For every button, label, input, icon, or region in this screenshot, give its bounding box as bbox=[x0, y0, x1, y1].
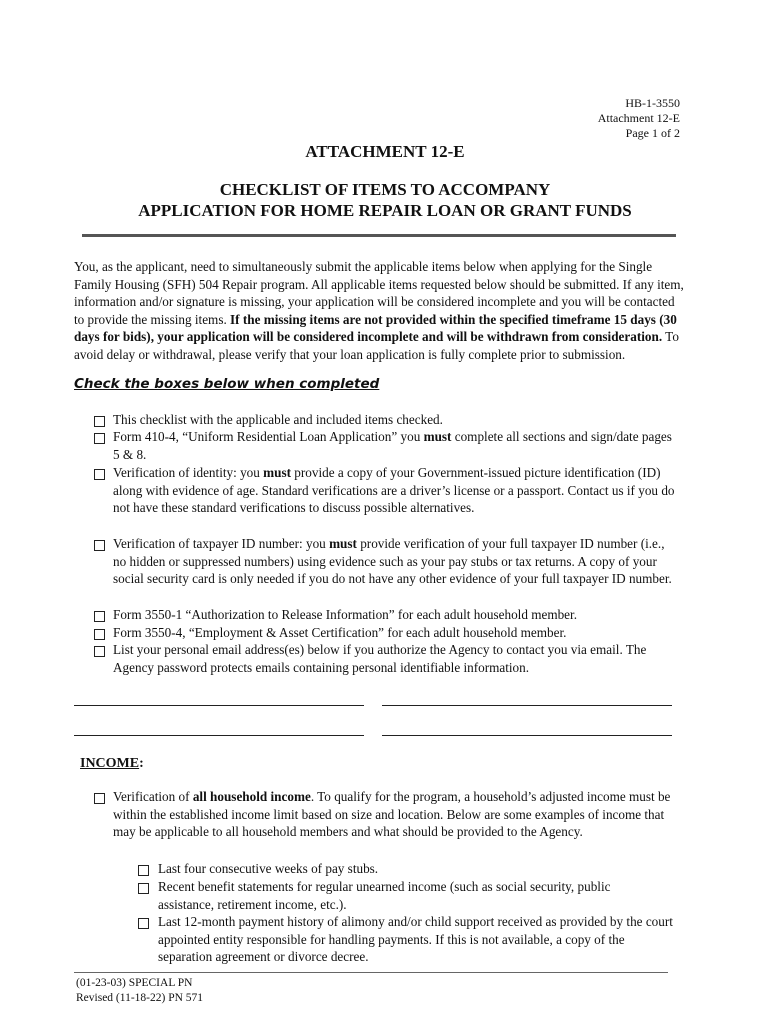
footer-divider bbox=[74, 972, 668, 973]
checkbox-alimony[interactable] bbox=[138, 918, 149, 929]
income-heading bbox=[80, 756, 144, 772]
checkbox-item-4[interactable] bbox=[94, 540, 105, 551]
email-line-2[interactable] bbox=[382, 705, 672, 706]
checkbox-item-5[interactable] bbox=[94, 611, 105, 622]
email-line-4[interactable] bbox=[382, 735, 672, 736]
intro-paragraph bbox=[74, 258, 686, 364]
income-verification-item bbox=[113, 788, 678, 841]
checklist-item-2 bbox=[113, 428, 673, 463]
title-line-1: CHECKLIST OF ITEMS TO ACCOMPANY bbox=[219, 180, 551, 199]
income-sub-item-1: Last four consecutive weeks of pay stubs. bbox=[158, 861, 379, 876]
checkbox-item-2[interactable] bbox=[94, 433, 105, 444]
footer-line-1: (01-23-03) SPECIAL PN bbox=[76, 977, 193, 989]
checkbox-item-3[interactable] bbox=[94, 469, 105, 480]
income-sub-item-2: Recent benefit statements for regular unearned income (such as social security, public assistance, retirement income, etc.). bbox=[158, 879, 611, 912]
checkbox-benefit-statements[interactable] bbox=[138, 883, 149, 894]
income-sub-item-3: Last 12-month payment history of alimony and/or child support received as provided by the court appointed entity responsible for handling payments. If this is not available, a copy of the separation agreement or divorce decree. bbox=[158, 914, 673, 965]
email-line-3[interactable] bbox=[74, 735, 364, 736]
checkbox-pay-stubs[interactable] bbox=[138, 865, 149, 876]
income-text-b: . To qualify for the program, a household’s adjusted income must be within the established income limit based on size and location. Below are some examples of income that may be applicable to all household members and what should be provided to the Agency. bbox=[113, 789, 671, 840]
attachment-title: ATTACHMENT 12-E bbox=[305, 142, 465, 161]
checklist-item-6: Form 3550-4, “Employment & Asset Certification” for each adult household member. bbox=[113, 625, 567, 640]
intro-text: You, as the applicant, need to simultaneously submit the applicable items below when applying for the Single Family Housing (SFH) 504 Repair program. All applicable items requested below should be submitted. If any item, information and/or signature is missing, your application will be considered incomplete and you will be contacted to provide the missing items. bbox=[74, 259, 684, 327]
item-3-text-b: provide a copy of your Government-issued picture identification (ID) along with evidence of age. Standard verifications are a driver’s license or a passport. Contact us if you do not have these standard verifications to discuss possible alternatives. bbox=[113, 465, 675, 516]
checklist-instructions: Check the boxes below when completed bbox=[74, 376, 380, 392]
must-emphasis: must bbox=[423, 429, 452, 444]
doc-code: HB-1-3550 bbox=[625, 96, 680, 110]
checkbox-item-6[interactable] bbox=[94, 629, 105, 640]
income-text: Verification of bbox=[113, 789, 193, 804]
document-footer bbox=[76, 976, 203, 1006]
document-header bbox=[598, 96, 680, 141]
checklist-item-5: Form 3550-1 “Authorization to Release Information” for each adult household member. bbox=[113, 607, 577, 622]
item-4-text-b: provide verification of your full taxpayer ID number (i.e., no hidden or suppressed numbers) using evidence such as your pay stubs or tax returns. A copy of your social security card is only needed if you do not have any other evidence of your full taxpayer ID number. bbox=[113, 536, 672, 587]
checklist-item-3 bbox=[113, 464, 685, 517]
must-emphasis: must bbox=[329, 536, 357, 551]
checklist-item-1: This checklist with the applicable and included items checked. bbox=[113, 412, 443, 427]
must-emphasis: must bbox=[263, 465, 291, 480]
checklist-item-4 bbox=[113, 535, 678, 588]
attachment-label: Attachment 12-E bbox=[597, 111, 680, 125]
item-2-text-b: complete all sections and sign/date pages 5 & 8. bbox=[113, 429, 672, 462]
intro-text-2: To avoid delay or withdrawal, please verify that your loan application is fully complete prior to submission. bbox=[74, 329, 679, 362]
item-4-text: Verification of taxpayer ID number: you bbox=[113, 536, 330, 551]
item-2-text: Form 410-4, “Uniform Residential Loan Application” you bbox=[113, 429, 424, 444]
item-3-text: Verification of identity: you bbox=[113, 465, 264, 480]
email-line-1[interactable] bbox=[74, 705, 364, 706]
page-number: Page 1 of 2 bbox=[625, 126, 680, 140]
checkbox-item-1[interactable] bbox=[94, 416, 105, 427]
footer-line-2: Revised (11-18-22) PN 571 bbox=[76, 992, 204, 1004]
income-bold: all household income bbox=[192, 789, 311, 804]
income-heading-text: INCOME bbox=[80, 756, 140, 771]
title-line-2: APPLICATION FOR HOME REPAIR LOAN OR GRANT FUNDS bbox=[138, 201, 632, 220]
title-divider bbox=[82, 234, 676, 237]
checklist-item-7: List your personal email address(es) below if you authorize the Agency to contact you via email. The Agency password protects emails containing personal identifiable information. bbox=[113, 642, 647, 675]
checkbox-item-7[interactable] bbox=[94, 646, 105, 657]
intro-warning: If the missing items are not provided within the specified timeframe 15 days (30 days for bids), your application will be considered incomplete and will be withdrawn from consideration. bbox=[74, 311, 677, 345]
checkbox-income[interactable] bbox=[94, 793, 105, 804]
income-heading-colon: : bbox=[139, 756, 144, 771]
